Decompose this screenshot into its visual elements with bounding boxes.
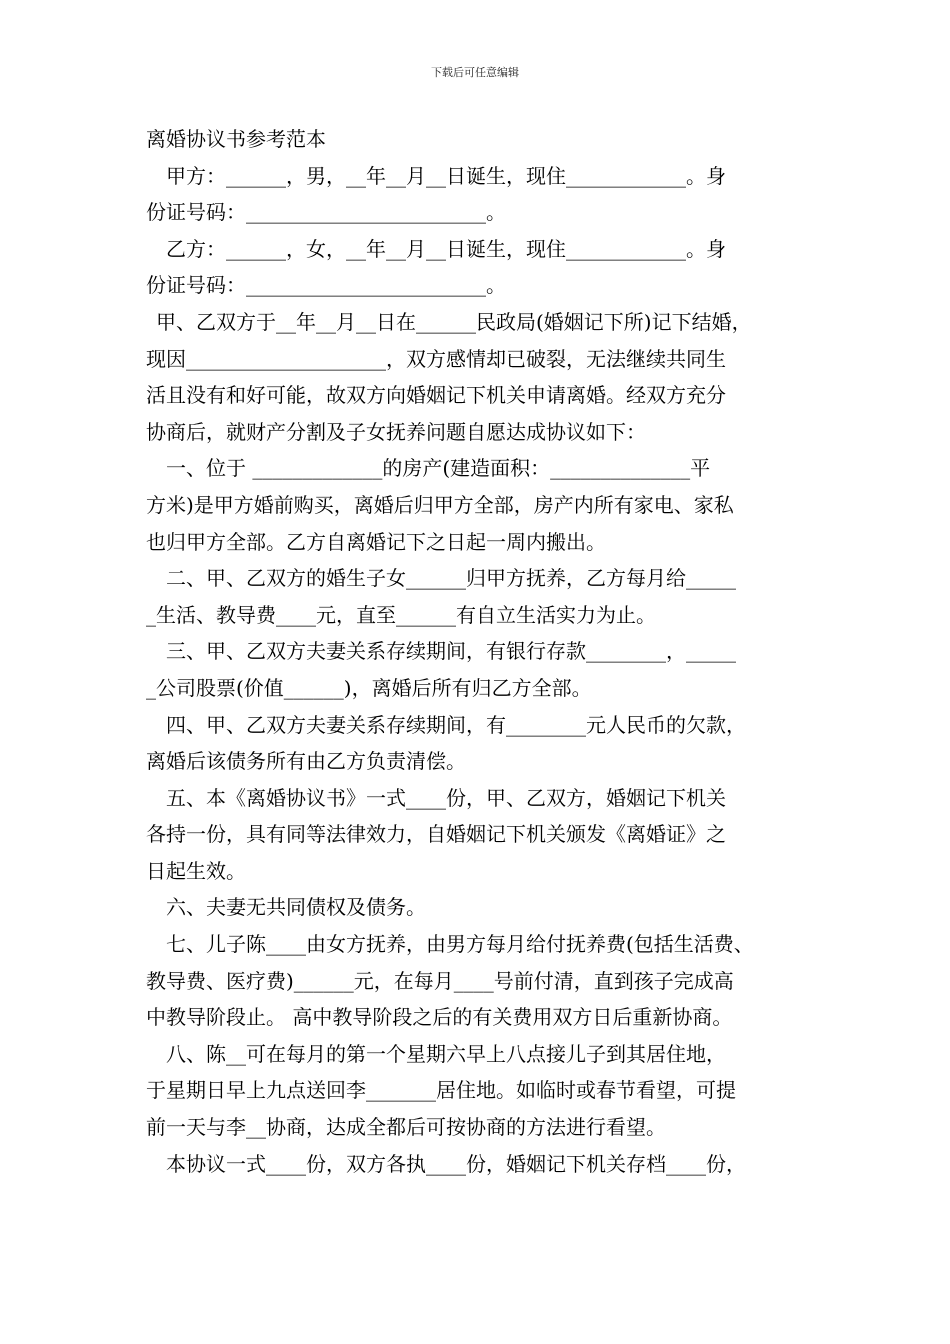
clause-paragraph bbox=[146, 231, 826, 304]
paragraph-line: 份证号码：________________________。 bbox=[146, 273, 506, 298]
paragraph-line: 五、本《离婚协议书》一式____份，甲、乙双方，婚姻记下机关 bbox=[166, 785, 726, 810]
paragraph-line: 本协议一式____份，双方各执____份，婚姻记下机关存档____份， bbox=[166, 1151, 746, 1176]
clause-paragraph bbox=[146, 633, 826, 706]
paragraph-line: 甲、乙双方于__年__月__日在______民政局(婚姻记下所)记下结婚， bbox=[156, 309, 752, 334]
paragraph-line: 甲方：______，男，__年__月__日诞生，现住____________。身 bbox=[166, 163, 726, 188]
paragraph-line: 现因____________________，双方感情却已破裂，无法继续共同生 bbox=[146, 346, 726, 371]
clause-paragraph bbox=[146, 780, 826, 890]
paragraph-line: 四、甲、乙双方夫妻关系存续期间，有________元人民币的欠款， bbox=[166, 712, 746, 737]
paragraph-line: 日起生效。 bbox=[146, 858, 246, 883]
paragraph-line: 于星期日早上九点送回李_______居住地。如临时或春节看望，可提 bbox=[146, 1078, 736, 1103]
clause-paragraph bbox=[146, 450, 826, 560]
paragraph-line: 各持一份，具有同等法律效力，自婚姻记下机关颁发《离婚证》之 bbox=[146, 822, 726, 847]
paragraph-line: 活且没有和好可能，故双方向婚姻记下机关申请离婚。经双方充分 bbox=[146, 383, 726, 408]
paragraph-line: 前一天与李__协商，达成全都后可按协商的方法进行看望。 bbox=[146, 1115, 666, 1140]
paragraph-line: _公司股票(价值______)，离婚后所有归乙方全部。 bbox=[146, 675, 592, 700]
paragraph-line: 离婚后该债务所有由乙方负责清偿。 bbox=[146, 749, 466, 774]
clause-paragraph bbox=[146, 1036, 826, 1146]
paragraph-line: 八、陈__可在每月的第一个星期六早上八点接儿子到其居住地， bbox=[166, 1041, 726, 1066]
clause-paragraph bbox=[146, 1146, 826, 1183]
paragraph-line: 教导费、医疗费)______元，在每月____号前付清，直到孩子完成高 bbox=[146, 968, 734, 993]
paragraph-list bbox=[146, 158, 826, 1183]
paragraph-line: _生活、教导费____元，直至______有自立生活实力为止。 bbox=[146, 602, 656, 627]
paragraph-line: 份证号码：________________________。 bbox=[146, 200, 506, 225]
document-title: 离婚协议书参考范本 bbox=[146, 127, 326, 151]
clause-paragraph bbox=[146, 889, 826, 926]
paragraph-line: 二、甲、乙双方的婚生子女______归甲方抚养，乙方每月给_____ bbox=[166, 566, 736, 591]
paragraph-line: 也归甲方全部。乙方自离婚记下之日起一周内搬出。 bbox=[146, 529, 606, 554]
paragraph-line: 七、儿子陈____由女方抚养，由男方每月给付抚养费(包括生活费、 bbox=[166, 932, 754, 957]
clause-paragraph bbox=[146, 560, 826, 633]
paragraph-line: 三、甲、乙双方夫妻关系存续期间，有银行存款________，_____ bbox=[166, 639, 736, 664]
paragraph-line: 方米)是甲方婚前购买，离婚后归甲方全部，房产内所有家电、家私 bbox=[146, 492, 734, 517]
clause-paragraph bbox=[146, 304, 826, 450]
document-body bbox=[146, 121, 826, 1182]
page-header: 下载后可任意编辑 bbox=[431, 66, 519, 79]
clause-paragraph bbox=[146, 707, 826, 780]
paragraph-line: 一、位于 _____________的房产(建造面积：______________平 bbox=[166, 456, 711, 481]
paragraph-line: 协商后，就财产分割及子女抚养问题自愿达成协议如下： bbox=[146, 419, 646, 444]
clause-paragraph bbox=[146, 158, 826, 231]
paragraph-line: 中教导阶段止。 高中教导阶段之后的有关费用双方日后重新协商。 bbox=[146, 1005, 733, 1030]
paragraph-line: 乙方：______，女，__年__月__日诞生，现住____________。身 bbox=[166, 236, 726, 261]
clause-paragraph bbox=[146, 926, 826, 1036]
paragraph-line: 六、夫妻无共同债权及债务。 bbox=[166, 895, 426, 920]
